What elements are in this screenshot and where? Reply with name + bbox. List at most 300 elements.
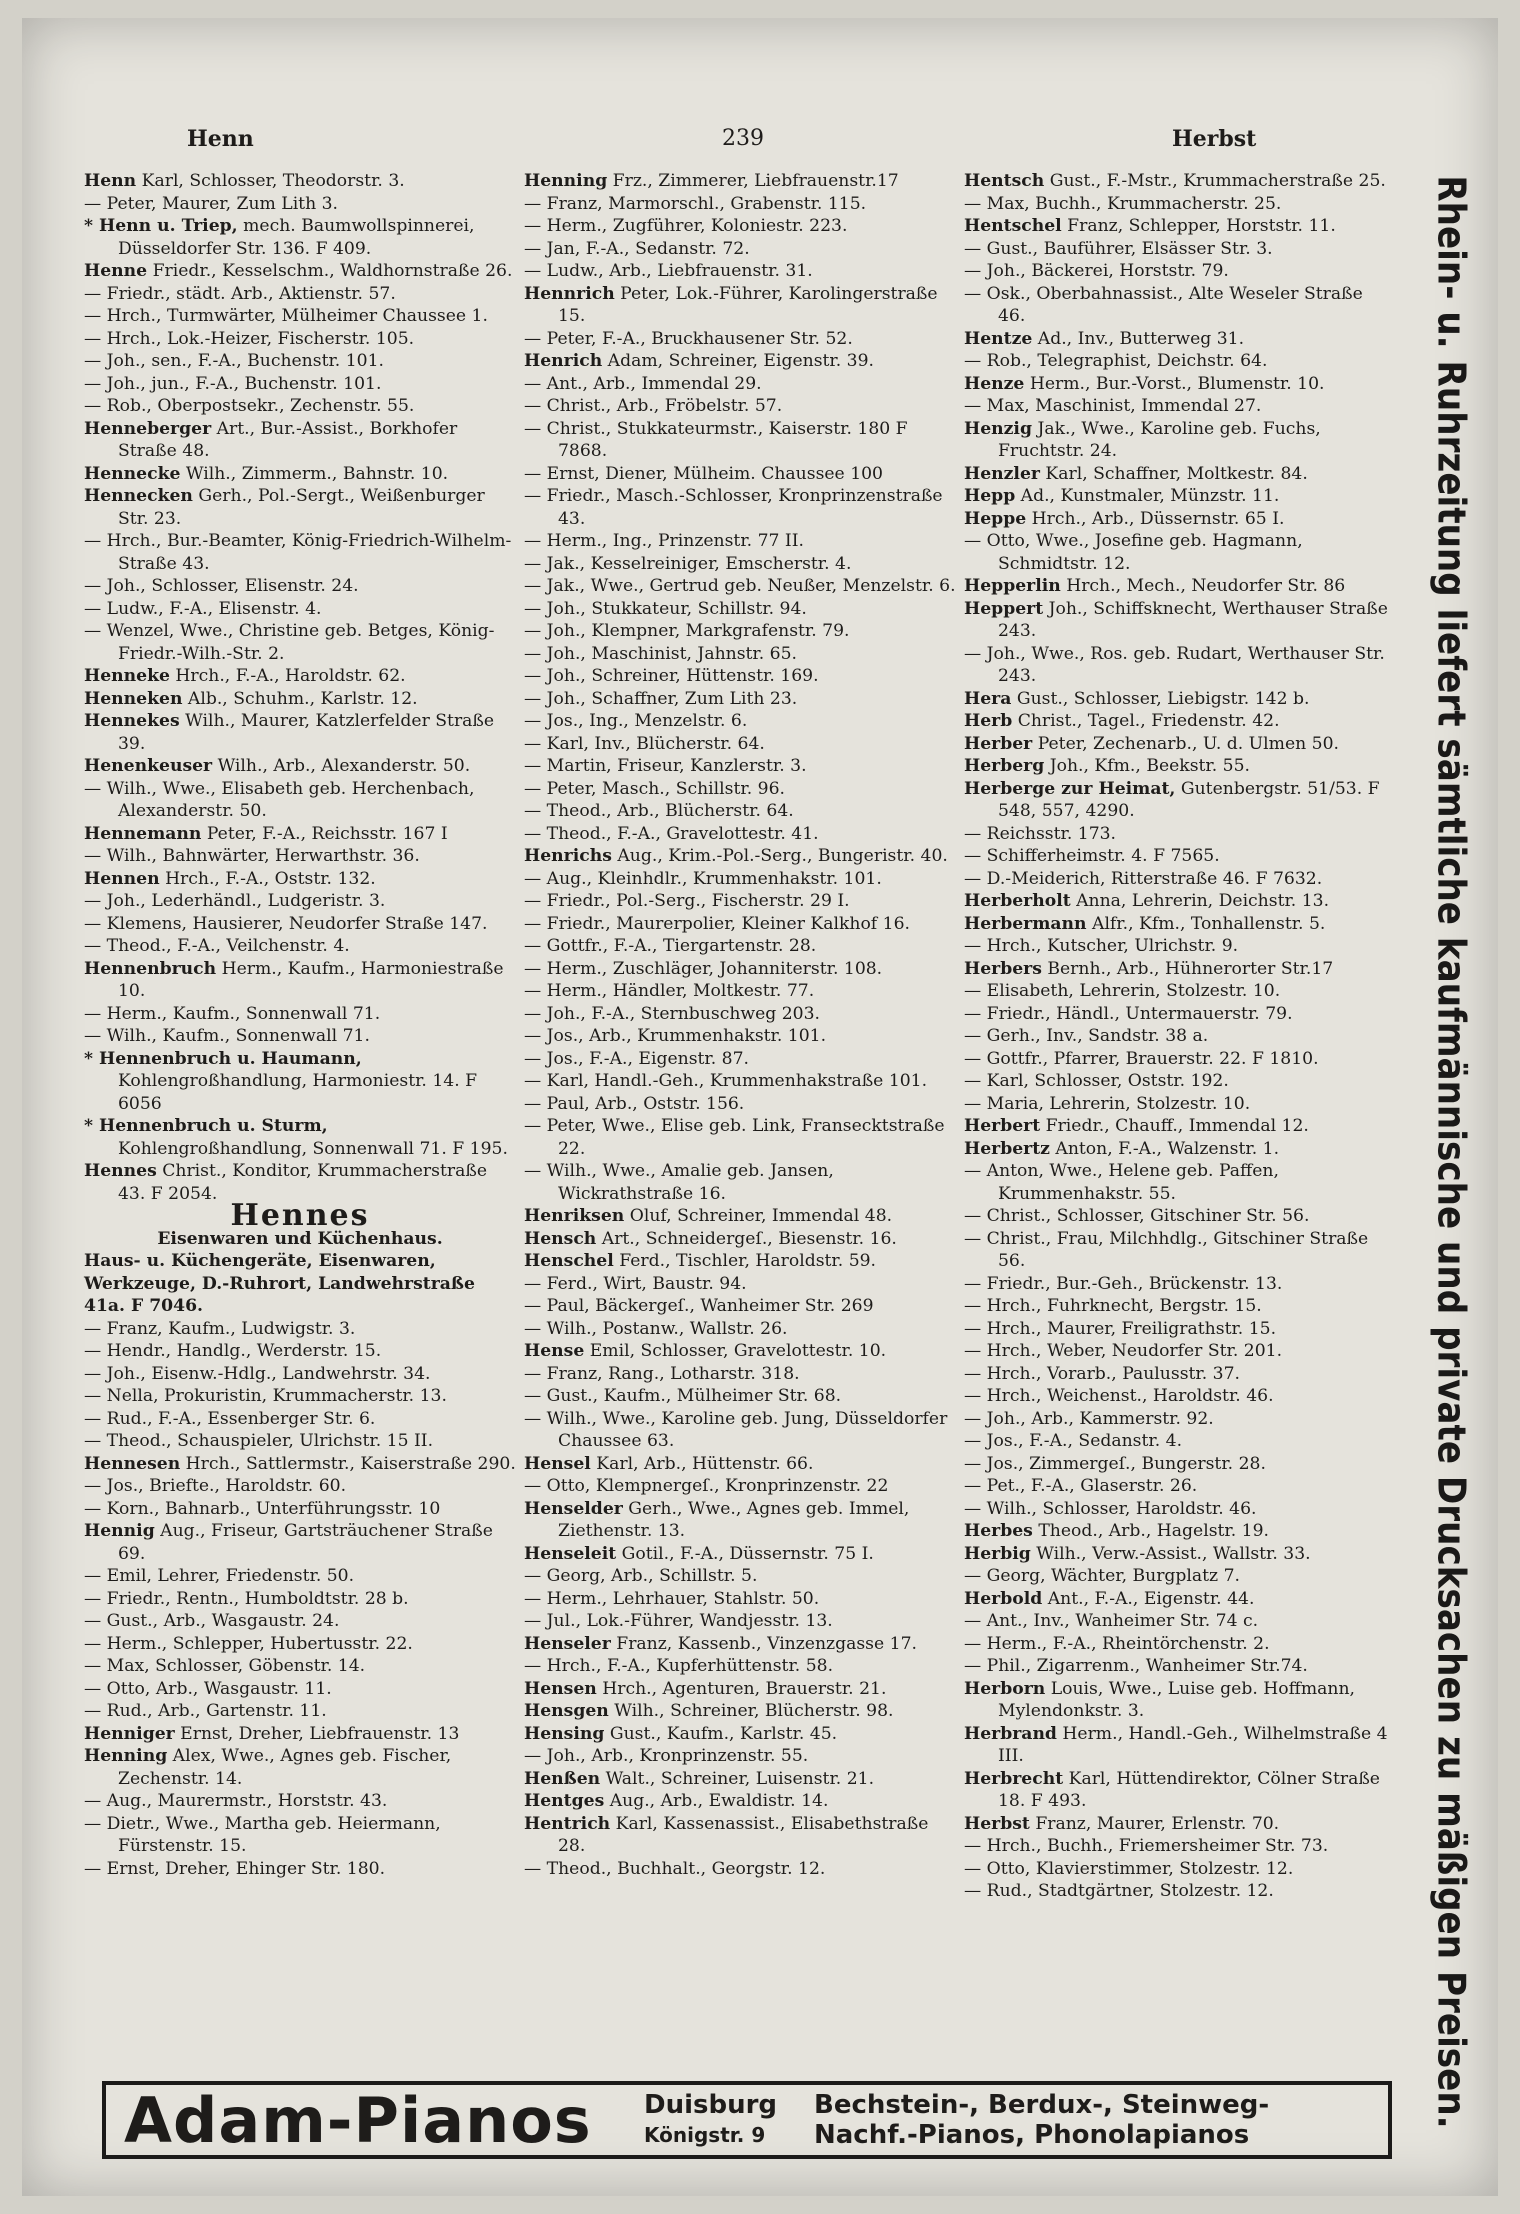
entry-details: — Hrch., Lok.-Heizer, Fischerstr. 105.	[84, 328, 415, 349]
entry-details: mech. Baumwollspinnerei, Düsseldorfer Str. 136. F 409.	[118, 216, 475, 259]
entry-details: — Max, Maschinist, Immendal 27.	[964, 396, 1262, 416]
entry-details: — Jos., F.-A., Sedanstr. 4.	[964, 1431, 1183, 1451]
directory-entry	[84, 1453, 516, 1476]
directory-entry	[524, 1678, 956, 1701]
directory-entry	[524, 1408, 956, 1453]
directory-entry	[84, 845, 516, 868]
entry-details: — Pet., F.-A., Glaserstr. 26.	[964, 1476, 1198, 1496]
directory-entry	[524, 1633, 956, 1656]
directory-entry	[524, 1475, 956, 1498]
directory-entry	[964, 1205, 1388, 1228]
directory-entry	[84, 215, 516, 260]
entry-details: — Joh., Schlosser, Elisenstr. 24.	[84, 576, 359, 596]
entry-details: Ant., F.-A., Eigenstr. 44.	[1042, 1588, 1255, 1609]
entry-details: Christ., Konditor, Krummacherstraße 43. F 2054.	[118, 1161, 487, 1204]
directory-entry	[524, 418, 956, 463]
entry-details: — Karl, Handl.-Geh., Krummenhakstraße 101.	[524, 1071, 928, 1091]
directory-entry	[84, 260, 516, 283]
advert-address	[644, 2090, 814, 2150]
directory-entry: — Joh., Eisenw.-Hdlg., Landwehrstr. 34.	[84, 1363, 431, 1384]
directory-entry	[524, 1385, 956, 1408]
entry-details: — Joh., Stukkateur, Schillstr. 94.	[524, 598, 807, 619]
entry-details: Theod., Arb., Hagelstr. 19.	[1032, 1521, 1270, 1541]
entry-details: — Otto, Wwe., Josefine geb. Hagmann, Schmidtstr. 12.	[964, 531, 1303, 574]
entry-surname: Henzler	[964, 463, 1040, 484]
entry-details: — Aug., Maurermstr., Horststr. 43.	[84, 1791, 388, 1811]
entry-details: — Otto, Klempnergeſ., Kronprinzenstr. 22	[524, 1476, 889, 1496]
entry-details: — D.-Meiderich, Ritterstraße 46. F 7632.	[964, 868, 1323, 889]
directory-entry	[524, 1295, 956, 1318]
entry-surname: Henseleit	[524, 1543, 617, 1564]
entry-details: — Rob., Telegraphist, Deichstr. 64.	[964, 351, 1268, 371]
entry-details: — Jos., Zimmergeſ., Bungerstr. 28.	[964, 1453, 1266, 1474]
entry-details: — Friedr., Pol.-Serg., Fischerstr. 29 I.	[524, 891, 850, 911]
entry-details: — Peter, Masch., Schillstr. 96.	[524, 778, 785, 799]
entry-surname: * Hennenbruch u. Sturm,	[84, 1116, 328, 1136]
entry-details: Kohlengroßhandlung, Harmoniestr. 14. F 6056	[118, 1071, 478, 1114]
directory-entry	[964, 238, 1388, 261]
entry-surname: * Hennenbruch u. Haumann,	[84, 1048, 362, 1069]
entry-details: — Rud., Stadtgärtner, Stolzestr. 12.	[964, 1881, 1274, 1901]
entry-details: Karl, Schaffner, Moltkestr. 84.	[1039, 463, 1308, 484]
entry-details: Aug., Arb., Ewaldistr. 14.	[604, 1791, 829, 1811]
entry-details: Aug., Krim.-Pol.-Serg., Bungeristr. 40.	[611, 846, 948, 866]
directory-entry	[524, 463, 956, 486]
side-banner-text: Rhein- u. Ruhrzeitung liefert sämtliche kaufmännische und private Drucksachen zu mäßigen Preisen.	[1430, 175, 1475, 2129]
directory-entry	[84, 1655, 516, 1678]
directory-entry	[524, 958, 956, 981]
directory-entry	[964, 935, 1388, 958]
entry-details: — Jos., Arb., Krummenhakstr. 101.	[524, 1026, 827, 1046]
directory-entry	[84, 620, 516, 665]
directory-entry	[964, 530, 1388, 575]
directory-entry	[84, 395, 516, 418]
entry-surname: Herberge zur Heimat,	[964, 778, 1176, 799]
advert-brands	[814, 2090, 1269, 2150]
entry-surname: Herber	[964, 733, 1033, 754]
directory-entry	[84, 418, 516, 463]
entry-surname: Hennenbruch	[84, 958, 217, 979]
directory-entry	[964, 418, 1388, 463]
entry-details: — Christ., Stukkateurmstr., Kaiserstr. 180 F 7868.	[524, 418, 908, 461]
entry-surname: Hennig	[84, 1521, 155, 1541]
entry-details: Karl, Schlosser, Theodorstr. 3.	[136, 171, 405, 191]
directory-entry	[524, 1768, 956, 1791]
directory-entry	[964, 1070, 1388, 1093]
entry-details: Louis, Wwe., Luise geb. Hoffmann, Mylendonkstr. 3.	[998, 1678, 1355, 1721]
entry-details: Hrch., Agenturen, Brauerstr. 21.	[596, 1678, 887, 1699]
entry-surname: Henßen	[524, 1768, 601, 1789]
entry-surname: Hennecken	[84, 486, 193, 506]
directory-entry	[524, 1003, 956, 1026]
entry-details: Herm., Handl.-Geh., Wilhelmstraße 4 III.	[998, 1723, 1388, 1766]
directory-entry	[964, 373, 1388, 396]
column-3	[964, 170, 1388, 1903]
entry-surname: Herborn	[964, 1678, 1046, 1699]
entry-details: — Wilh., Wwe., Elisabeth geb. Herchenbach, Alexanderstr. 50.	[84, 778, 475, 821]
entry-surname: Henrich	[524, 351, 603, 371]
directory-entry	[964, 1115, 1388, 1138]
directory-entry	[964, 463, 1388, 486]
entry-details: — Theod., F.-A., Gravelottestr. 41.	[524, 823, 819, 844]
directory-entry	[524, 1655, 956, 1678]
entry-details: — Christ., Arb., Fröbelstr. 57.	[524, 396, 783, 416]
entry-surname: Henneken	[84, 688, 183, 709]
entry-details: Herm., Bur.-Vorst., Blumenstr. 10.	[1024, 373, 1325, 394]
directory-entry	[964, 868, 1388, 891]
directory-entry	[964, 1678, 1388, 1723]
entry-details: — Hrch., Maurer, Freiligrathstr. 15.	[964, 1318, 1277, 1339]
entry-details: — Elisabeth, Lehrerin, Stolzestr. 10.	[964, 981, 1281, 1001]
entry-details: — Herm., Ing., Prinzenstr. 77 II.	[524, 531, 804, 551]
directory-entry	[84, 665, 516, 688]
entry-details: Herm., Kaufm., Harmoniestraße 10.	[118, 958, 504, 1001]
directory-entry	[964, 1025, 1388, 1048]
directory-entry	[964, 1003, 1388, 1026]
entry-details: Friedr., Kesselschm., Waldhornstraße 26.	[147, 261, 513, 281]
directory-entry	[84, 305, 516, 328]
entry-details: — Jul., Lok.-Führer, Wandjesstr. 13.	[524, 1611, 833, 1631]
directory-entry	[964, 1565, 1388, 1588]
directory-entry	[964, 1160, 1388, 1205]
directory-entry	[964, 1520, 1388, 1543]
entry-details: — Karl, Inv., Blücherstr. 64.	[524, 733, 765, 754]
directory-entry	[84, 688, 516, 711]
entry-details: — Gottfr., Pfarrer, Brauerstr. 22. F 1810.	[964, 1048, 1319, 1069]
entry-surname: Henn	[84, 171, 137, 191]
directory-entry	[84, 823, 516, 846]
directory-entry	[84, 373, 516, 396]
entry-surname: Henneke	[84, 666, 170, 686]
directory-entry	[524, 710, 956, 733]
directory-entry	[524, 823, 956, 846]
entry-details: — Otto, Arb., Wasgaustr. 11.	[84, 1678, 332, 1699]
directory-entry	[964, 733, 1388, 756]
entry-details: — Joh., Schreiner, Hüttenstr. 169.	[524, 666, 819, 686]
directory-entry	[524, 913, 956, 936]
directory-entry	[524, 395, 956, 418]
directory-entry	[84, 350, 516, 373]
entry-details: — Hrch., Weber, Neudorfer Str. 201.	[964, 1341, 1283, 1361]
entry-details: — Herm., Lehrhauer, Stahlstr. 50.	[524, 1588, 820, 1609]
directory-entry	[84, 1678, 516, 1701]
directory-entry	[524, 890, 956, 913]
entry-details: — Hrch., F.-A., Kupferhüttenstr. 58.	[524, 1656, 834, 1676]
entry-details: Anton, F.-A., Walzenstr. 1.	[1049, 1138, 1280, 1159]
directory-entry	[964, 1295, 1388, 1318]
directory-entry	[524, 170, 956, 193]
entry-surname: Hensing	[524, 1723, 605, 1744]
entry-surname: Hentges	[524, 1791, 605, 1811]
entry-details: — Hrch., Bur.-Beamter, König-Friedrich-Wilhelm-Straße 43.	[84, 531, 512, 574]
entry-details: Wilh., Schreiner, Blücherstr. 98.	[608, 1701, 894, 1721]
directory-entry	[964, 890, 1388, 913]
entry-details: — Jak., Kesselreiniger, Emscherstr. 4.	[524, 553, 852, 574]
directory-entry	[964, 395, 1388, 418]
entry-details: — Herm., Schlepper, Hubertusstr. 22.	[84, 1633, 413, 1654]
directory-entry	[524, 1813, 956, 1858]
directory-entry	[964, 1768, 1388, 1813]
entry-details: Hrch., F.-A., Oststr. 132.	[159, 868, 376, 889]
directory-entry	[964, 215, 1388, 238]
entry-surname: Hennemann	[84, 823, 202, 844]
entry-details: Karl, Hüttendirektor, Cölner Straße 18. F 493.	[998, 1768, 1380, 1811]
entry-details: Gust., F.-Mstr., Krummacherstraße 25.	[1044, 171, 1386, 191]
entry-details: — Theod., F.-A., Veilchenstr. 4.	[84, 936, 350, 956]
directory-entry	[524, 485, 956, 530]
directory-entry	[524, 238, 956, 261]
entry-details: — Jos., F.-A., Eigenstr. 87.	[524, 1048, 750, 1069]
entry-surname: Henschel	[524, 1251, 614, 1271]
entry-details: — Martin, Friseur, Kanzlerstr. 3.	[524, 756, 807, 776]
entry-details: Peter, F.-A., Reichsstr. 167 I	[201, 823, 448, 844]
entry-details: Art., Schneidergeſ., Biesenstr. 16.	[596, 1228, 897, 1249]
directory-entry	[964, 1318, 1388, 1341]
header-right-keyword: Herbst	[1172, 126, 1257, 152]
entry-details: — Hrch., Kutscher, Ulrichstr. 9.	[964, 936, 1239, 956]
directory-entry	[524, 1093, 956, 1116]
directory-entry	[524, 1588, 956, 1611]
entry-details: Gutenbergstr. 51/53. F 548, 557, 4290.	[998, 778, 1380, 821]
entry-details: — Jak., Wwe., Gertrud geb. Neußer, Menzelstr. 6.	[524, 576, 956, 596]
entry-surname: Hensgen	[524, 1701, 609, 1721]
entry-details: — Gust., Kaufm., Mülheimer Str. 68.	[524, 1386, 842, 1406]
directory-entry	[524, 1453, 956, 1476]
entry-details: Ferd., Tischler, Haroldstr. 59.	[613, 1251, 877, 1271]
directory-entry	[524, 643, 956, 666]
entry-surname: Herb	[964, 711, 1013, 731]
directory-entry	[524, 935, 956, 958]
entry-details: Jak., Wwe., Karoline geb. Fuchs, Fruchtstr. 24.	[998, 418, 1321, 461]
directory-entry	[524, 1115, 956, 1160]
entry-details: — Georg, Arb., Schillstr. 5.	[524, 1566, 758, 1586]
entry-surname: Herbrecht	[964, 1768, 1064, 1789]
entry-details: Emil, Schlosser, Gravelottestr. 10.	[584, 1341, 887, 1361]
header-left-keyword: Henn	[187, 126, 254, 152]
entry-details: — Wilh., Postanw., Wallstr. 26.	[524, 1318, 788, 1339]
directory-entry	[964, 598, 1388, 643]
side-banner	[1400, 168, 1504, 2136]
directory-entry	[84, 575, 516, 598]
entry-surname: Hensch	[524, 1228, 597, 1249]
directory-entry	[964, 1655, 1388, 1678]
directory-entry	[524, 1723, 956, 1746]
entry-surname: Henseler	[524, 1633, 611, 1654]
directory-entry	[84, 1633, 516, 1656]
directory-entry	[524, 373, 956, 396]
entry-details: — Franz, Rang., Lotharstr. 318.	[524, 1363, 800, 1384]
entry-details: — Herm., Zuschläger, Johanniterstr. 108.	[524, 958, 883, 979]
directory-entry	[964, 845, 1388, 868]
directory-entry	[524, 845, 956, 868]
entry-surname: Henning	[524, 171, 608, 191]
entry-details: Peter, Zechenarb., U. d. Ulmen 50.	[1032, 733, 1339, 754]
directory-entry	[84, 868, 516, 891]
advert-brands-line2: Nachf.-Pianos, Phonolapianos	[814, 2120, 1250, 2150]
directory-entry: — Nella, Prokuristin, Krummacherstr. 13.	[84, 1386, 447, 1406]
directory-entry	[84, 1745, 516, 1790]
entry-details: Anna, Lehrerin, Deichstr. 13.	[1070, 891, 1330, 911]
directory-entry	[964, 1093, 1388, 1116]
entry-details: — Korn., Bahnarb., Unterführungsstr. 10	[84, 1498, 441, 1519]
directory-entry	[524, 868, 956, 891]
entry-details: — Gerh., Inv., Sandstr. 38 a.	[964, 1026, 1209, 1046]
directory-entry	[964, 710, 1388, 733]
entry-details: Alex, Wwe., Agnes geb. Fischer, Zechenstr. 14.	[118, 1746, 452, 1789]
directory-entry	[964, 823, 1388, 846]
directory-entry	[84, 778, 516, 823]
directory-entry	[964, 755, 1388, 778]
entry-details: — Friedr., Rentn., Humboldtstr. 28 b.	[84, 1588, 409, 1609]
entry-details: Alfr., Kfm., Tonhallenstr. 5.	[1086, 913, 1326, 934]
advert-name: Adam-Pianos	[124, 2083, 592, 2157]
entry-details: — Ernst, Dreher, Ehinger Str. 180.	[84, 1858, 386, 1879]
directory-entry	[524, 778, 956, 801]
directory-entry	[964, 1858, 1388, 1881]
entry-surname: Herbold	[964, 1588, 1043, 1609]
directory-entry	[964, 1610, 1388, 1633]
directory-entry	[964, 688, 1388, 711]
entry-details: — Friedr., Händl., Untermauerstr. 79.	[964, 1003, 1293, 1024]
entry-surname: Herbertz	[964, 1138, 1050, 1159]
directory-entry	[84, 1723, 516, 1746]
entry-details: — Maria, Lehrerin, Stolzestr. 10.	[964, 1093, 1251, 1114]
entry-details: — Rud., Arb., Gartenstr. 11.	[84, 1701, 327, 1721]
entry-details: — Franz, Marmorschl., Grabenstr. 115.	[524, 193, 867, 214]
directory-entry	[524, 1340, 956, 1363]
directory-entry	[964, 575, 1388, 598]
entry-surname: Hentrich	[524, 1813, 611, 1834]
directory-entry	[524, 800, 956, 823]
entry-details: — Christ., Schlosser, Gitschiner Str. 56.	[964, 1206, 1310, 1226]
directory-entry	[84, 1858, 516, 1881]
entry-details: Hrch., Arb., Düssernstr. 65 I.	[1026, 508, 1285, 529]
entry-details: Art., Bur.-Assist., Borkhofer Straße 48.	[118, 418, 458, 461]
directory-entry	[84, 193, 516, 216]
entry-details: Alb., Schuhm., Karlstr. 12.	[182, 688, 418, 709]
entry-details: — Max, Buchh., Krummacherstr. 25.	[964, 193, 1282, 214]
entry-surname: Henniger	[84, 1723, 175, 1744]
entry-details: — Wilh., Schlosser, Haroldstr. 46.	[964, 1498, 1257, 1519]
directory-entry	[524, 1273, 956, 1296]
directory-entry	[964, 1138, 1388, 1161]
directory-entry	[84, 1700, 516, 1723]
entry-details: — Joh., Arb., Kammerstr. 92.	[964, 1408, 1214, 1429]
directory-entry	[524, 260, 956, 283]
entry-surname: Hennesen	[84, 1453, 181, 1474]
entry-surname: Hera	[964, 688, 1012, 709]
directory-entry	[964, 1543, 1388, 1566]
directory-entry	[524, 1228, 956, 1251]
entry-surname: Hensen	[524, 1678, 597, 1699]
entry-details: — Joh., Maschinist, Jahnstr. 65.	[524, 643, 798, 664]
advert-brands-line1: Bechstein-, Berdux-, Steinweg-	[814, 2090, 1270, 2120]
directory-page	[22, 18, 1498, 2196]
directory-entry	[964, 1475, 1388, 1498]
entry-details: Hrch., Mech., Neudorfer Str. 86	[1060, 576, 1346, 596]
directory-entry	[964, 1363, 1388, 1386]
directory-entry	[84, 913, 516, 936]
entry-details: — Hrch., Weichenst., Haroldstr. 46.	[964, 1386, 1274, 1406]
directory-entry	[84, 1498, 516, 1521]
advert-city: Duisburg	[644, 2090, 778, 2120]
hennes-heading: Hennes	[230, 1198, 370, 1233]
directory-entry	[964, 170, 1388, 193]
entry-details: — Joh., Bäckerei, Horststr. 79.	[964, 261, 1229, 281]
entry-details: — Wilh., Kaufm., Sonnenwall 71.	[84, 1026, 370, 1046]
entry-details: Karl, Arb., Hüttenstr. 66.	[590, 1453, 814, 1474]
directory-entry	[524, 193, 956, 216]
directory-entry	[84, 485, 516, 530]
directory-entry	[524, 665, 956, 688]
entry-surname: Hennes	[84, 1161, 157, 1181]
entry-details: Gerh., Pol.-Sergt., Weißenburger Str. 23.	[118, 486, 485, 529]
entry-details: — Friedr., Maurerpolier, Kleiner Kalkhof 16.	[524, 913, 910, 934]
directory-entry	[84, 598, 516, 621]
directory-entry: — Franz, Kaufm., Ludwigstr. 3.	[84, 1318, 356, 1339]
entry-details: Frz., Zimmerer, Liebfrauenstr.17	[607, 171, 899, 191]
entry-details: Wilh., Maurer, Katzlerfelder Straße 39.	[118, 711, 495, 754]
directory-entry	[84, 755, 516, 778]
directory-entry	[964, 1588, 1388, 1611]
page-number: 239	[722, 126, 764, 151]
directory-entry	[84, 1025, 516, 1048]
entry-details: — Gust., Bauführer, Elsässer Str. 3.	[964, 238, 1273, 259]
entry-surname: Herbrand	[964, 1723, 1057, 1744]
directory-entry	[964, 1340, 1388, 1363]
entry-details: Christ., Tagel., Friedenstr. 42.	[1012, 711, 1280, 731]
entry-details: Franz, Kassenb., Vinzenzgasse 17.	[610, 1633, 917, 1654]
directory-entry	[524, 1363, 956, 1386]
entry-details: — Ant., Arb., Immendal 29.	[524, 373, 762, 394]
directory-entry	[964, 913, 1388, 936]
entry-surname: Henselder	[524, 1498, 623, 1519]
directory-entry	[964, 1813, 1388, 1836]
entry-details: Wilh., Arb., Alexanderstr. 50.	[212, 756, 471, 776]
entry-surname: Hepperlin	[964, 576, 1061, 596]
directory-entry	[524, 620, 956, 643]
directory-entry	[964, 1835, 1388, 1858]
directory-entry	[524, 1700, 956, 1723]
entry-details: — Ernst, Diener, Mülheim. Chaussee 100	[524, 463, 883, 484]
directory-entry	[524, 1543, 956, 1566]
entry-details: Joh., Kfm., Beekstr. 55.	[1044, 756, 1251, 776]
directory-entry	[964, 1385, 1388, 1408]
directory-entry	[524, 328, 956, 351]
entry-details: Peter, Lok.-Führer, Karolingerstraße 15.	[558, 283, 938, 326]
directory-entry	[524, 1790, 956, 1813]
entry-details: Kohlengroßhandlung, Sonnenwall 71. F 195.	[118, 1138, 508, 1159]
directory-entry	[524, 553, 956, 576]
directory-entry	[964, 193, 1388, 216]
directory-entry	[524, 598, 956, 621]
entry-surname: Henneberger	[84, 418, 212, 439]
directory-entry	[964, 1633, 1388, 1656]
directory-entry	[524, 1565, 956, 1588]
entry-details: Wilh., Zimmerm., Bahnstr. 10.	[180, 463, 449, 484]
entry-details: Gotil., F.-A., Düssernstr. 75 I.	[616, 1543, 874, 1564]
entry-details: — Theod., Arb., Blücherstr. 64.	[524, 801, 794, 821]
directory-entry	[524, 1160, 956, 1205]
directory-entry	[964, 1498, 1388, 1521]
entry-details: — Hrch., Vorarb., Paulusstr. 37.	[964, 1363, 1241, 1384]
entry-details: — Joh., Klempner, Markgrafenstr. 79.	[524, 621, 850, 641]
entry-details: — Jos., Briefte., Haroldstr. 60.	[84, 1476, 347, 1496]
directory-entry	[524, 980, 956, 1003]
entry-details: — Christ., Frau, Milchhdlg., Gitschiner Straße 56.	[964, 1228, 1369, 1271]
entry-surname: Herbermann	[964, 913, 1087, 934]
advert-street: Königstr. 9	[644, 2123, 766, 2147]
